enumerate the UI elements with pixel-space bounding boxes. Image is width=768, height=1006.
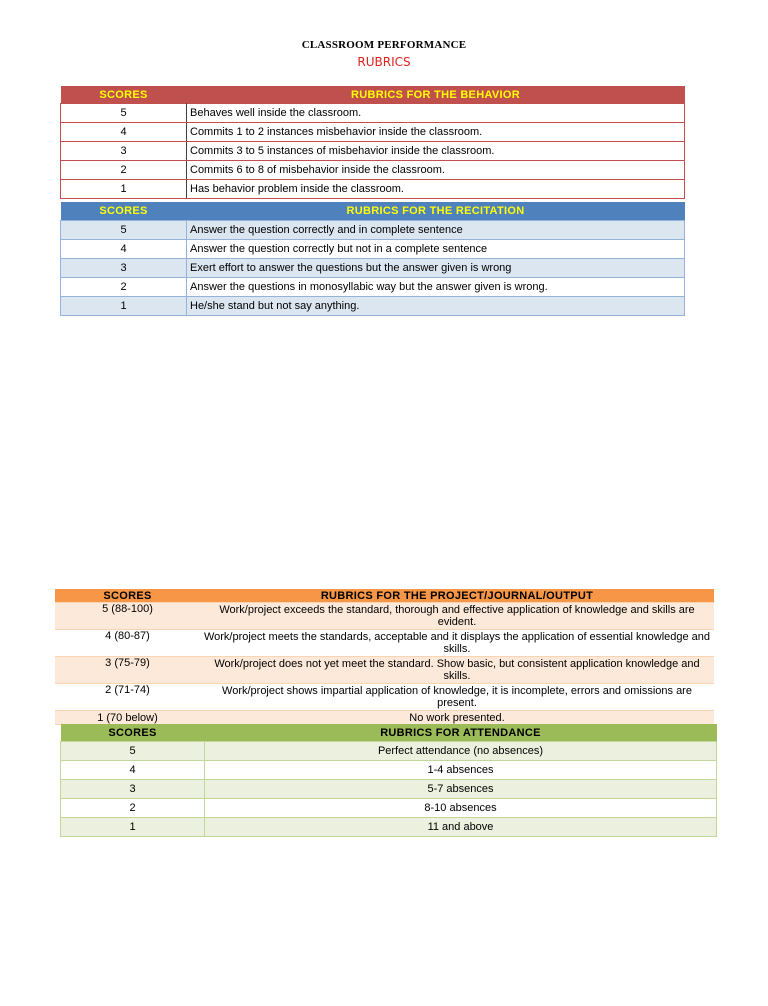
score-cell: 3 <box>61 780 205 799</box>
score-cell: 3 (75-79) <box>55 657 200 684</box>
behavior-rubric-table <box>60 86 685 199</box>
table-row <box>61 761 717 780</box>
score-cell: 1 <box>61 818 205 837</box>
table-row <box>61 123 685 142</box>
rubric-cell: 1-4 absences <box>205 761 717 780</box>
table-row <box>61 104 685 123</box>
scores-header: SCORES <box>61 202 187 221</box>
table-row <box>55 603 714 630</box>
table-row <box>61 240 685 259</box>
scores-header: SCORES <box>61 86 187 104</box>
score-cell: 5 <box>61 221 187 240</box>
score-cell: 4 (80-87) <box>55 630 200 657</box>
score-cell: 2 <box>61 161 187 180</box>
table-row <box>61 780 717 799</box>
score-cell: 2 <box>61 799 205 818</box>
page-title: CLASSROOM PERFORMANCE <box>301 39 467 51</box>
rubric-cell: Answer the questions in monosyllabic way but the answer given is wrong. <box>187 278 685 297</box>
rubric-cell: 11 and above <box>205 818 717 837</box>
rubric-cell: Behaves well inside the classroom. <box>187 104 685 123</box>
table-row <box>61 278 685 297</box>
recitation-rubric-table <box>60 202 685 316</box>
rubric-cell: Exert effort to answer the questions but the answer given is wrong <box>187 259 685 278</box>
score-cell: 1 <box>61 180 187 199</box>
table-header-row <box>61 86 685 104</box>
score-cell: 4 <box>61 123 187 142</box>
rubric-cell: Perfect attendance (no absences) <box>205 742 717 761</box>
table-row <box>61 742 717 761</box>
rubric-cell: Answer the question correctly and in complete sentence <box>187 221 685 240</box>
rubric-cell: No work presented. <box>200 711 714 725</box>
score-cell: 4 <box>61 761 205 780</box>
rubric-cell: Commits 1 to 2 instances misbehavior inside the classroom. <box>187 123 685 142</box>
score-cell: 5 <box>61 104 187 123</box>
table-row <box>61 818 717 837</box>
rubric-cell: Commits 3 to 5 instances of misbehavior inside the classroom. <box>187 142 685 161</box>
score-cell: 5 (88-100) <box>55 603 200 630</box>
table-row <box>61 161 685 180</box>
rubric-header: RUBRICS FOR THE RECITATION <box>187 202 685 221</box>
page-subtitle: RUBRICS <box>357 55 411 69</box>
scores-header: SCORES <box>61 724 205 742</box>
score-cell: 4 <box>61 240 187 259</box>
score-cell: 1 <box>61 297 187 316</box>
table-row <box>61 221 685 240</box>
rubric-cell: Work/project does not yet meet the standard. Show basic, but consistent application knowledge and skills. <box>200 657 714 684</box>
table-row <box>61 799 717 818</box>
rubric-cell: He/she stand but not say anything. <box>187 297 685 316</box>
project-rubric-table <box>55 589 714 725</box>
table-header-row <box>61 202 685 221</box>
table-header-row <box>61 724 717 742</box>
score-cell: 1 (70 below) <box>55 711 200 725</box>
table-row <box>61 259 685 278</box>
table-row <box>55 630 714 657</box>
table-row <box>61 297 685 316</box>
rubric-header: RUBRICS FOR THE PROJECT/JOURNAL/OUTPUT <box>200 589 714 603</box>
table-row <box>61 180 685 199</box>
score-cell: 5 <box>61 742 205 761</box>
rubric-cell: Commits 6 to 8 of misbehavior inside the classroom. <box>187 161 685 180</box>
score-cell: 2 (71-74) <box>55 684 200 711</box>
rubric-cell: 8-10 absences <box>205 799 717 818</box>
rubric-header: RUBRICS FOR ATTENDANCE <box>205 724 717 742</box>
score-cell: 2 <box>61 278 187 297</box>
table-header-row <box>55 589 714 603</box>
rubric-cell: Work/project shows impartial application of knowledge, it is incomplete, errors and omissions are present. <box>200 684 714 711</box>
rubric-cell: Has behavior problem inside the classroom. <box>187 180 685 199</box>
score-cell: 3 <box>61 259 187 278</box>
scores-header: SCORES <box>55 589 200 603</box>
rubric-cell: Answer the question correctly but not in a complete sentence <box>187 240 685 259</box>
rubric-cell: 5-7 absences <box>205 780 717 799</box>
table-row <box>55 711 714 725</box>
attendance-rubric-table <box>60 724 717 837</box>
rubric-cell: Work/project exceeds the standard, thorough and effective application of knowledge and skills are evident. <box>200 603 714 630</box>
rubric-header: RUBRICS FOR THE BEHAVIOR <box>187 86 685 104</box>
table-row <box>55 657 714 684</box>
table-row <box>61 142 685 161</box>
table-row <box>55 684 714 711</box>
score-cell: 3 <box>61 142 187 161</box>
rubric-cell: Work/project meets the standards, acceptable and it displays the application of essential knowledge and skills. <box>200 630 714 657</box>
